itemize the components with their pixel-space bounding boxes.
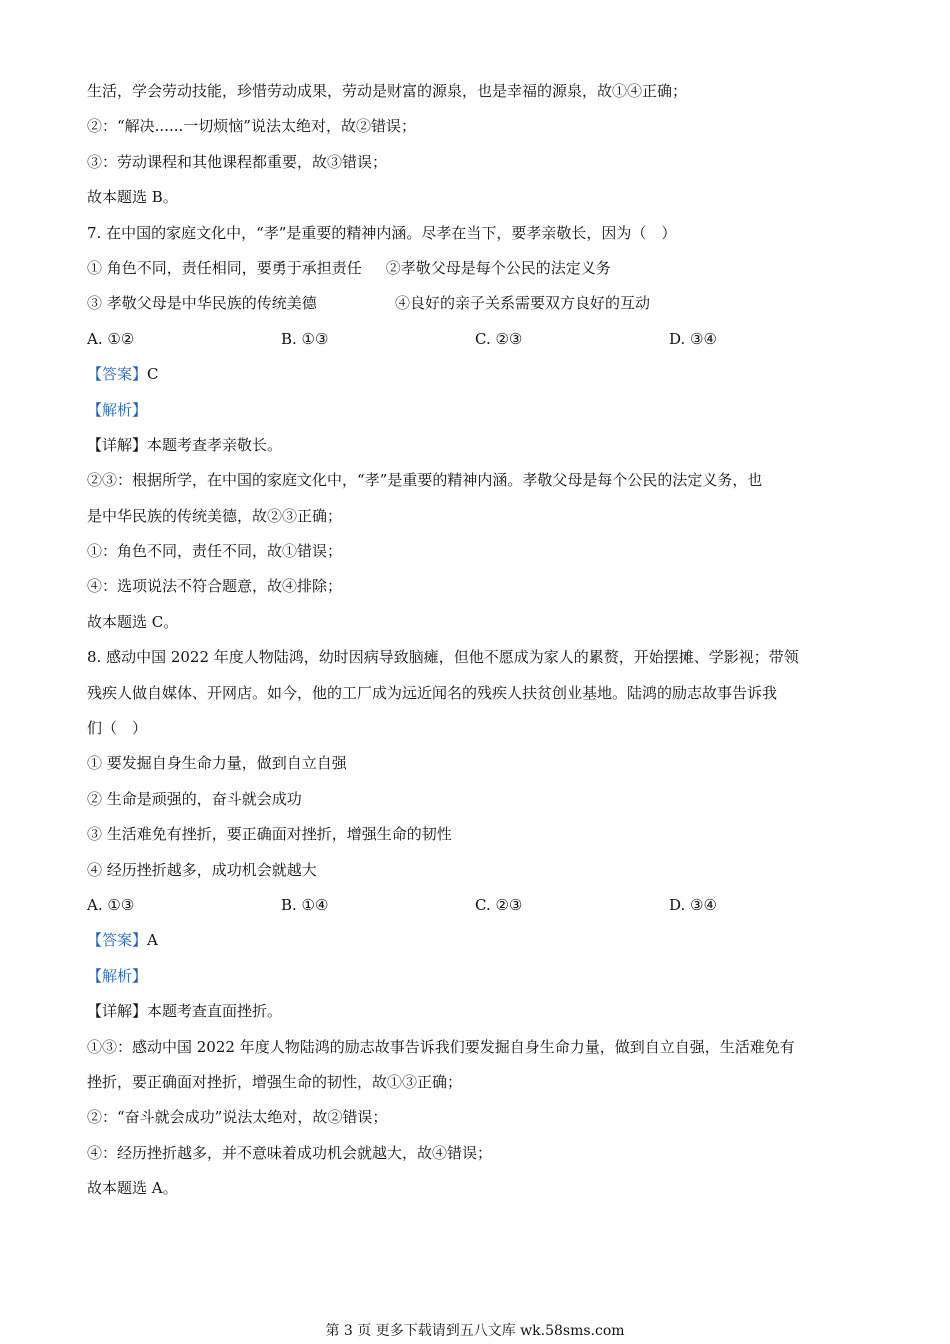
answer-value: A xyxy=(147,931,158,950)
option-d: D. ③④ xyxy=(669,895,717,914)
option-d: D. ③④ xyxy=(669,329,717,348)
analysis-line: ④：选项说法不符合题意，故④排除； xyxy=(87,577,343,596)
statement: ① 要发掘自身生命力量，做到自立自强 xyxy=(87,754,347,773)
answer-tag: 【答案】 xyxy=(87,931,148,950)
question-7-stem: 7. 在中国的家庭文化中，“孝”是重要的精神内涵。尽孝在当下，要孝亲敬长，因为（ ） xyxy=(87,223,677,242)
question-7-answer xyxy=(87,357,877,392)
question-7-statements-row-2 xyxy=(87,286,877,321)
option-a: A. ①③ xyxy=(87,895,135,914)
question-7-options xyxy=(87,322,877,357)
statement: ④ 经历挫折越多，成功机会就越大 xyxy=(87,860,317,879)
analysis-line: 故本题选 A。 xyxy=(87,1179,178,1198)
page-footer: 第 3 页 更多下载请到五八文库 wk.58sms.com xyxy=(325,1323,625,1339)
question-8-analysis-tag: 【解析】 xyxy=(87,966,148,985)
statement: ③ 生活难免有挫折，要正确面对挫折，增强生命的韧性 xyxy=(87,825,452,844)
statement: ② 生命是顽强的，奋斗就会成功 xyxy=(87,789,302,808)
text-line: 故本题选 B。 xyxy=(87,188,178,207)
analysis-line: ②③：根据所学，在中国的家庭文化中，“孝”是重要的精神内涵。孝敬父母是每个公民的法定义务，也 xyxy=(87,471,763,490)
answer-tag: 【答案】 xyxy=(87,365,148,384)
text-line: 生活，学会劳动技能，珍惜劳动成果，劳动是财富的源泉，也是幸福的源泉，故①④正确； xyxy=(87,82,688,100)
question-8-stem: 们（ ） xyxy=(87,719,148,738)
analysis-line: 挫折，要正确面对挫折，增强生命的韧性，故①③正确； xyxy=(87,1072,463,1091)
page-content xyxy=(87,74,877,1207)
analysis-line: ②：“奋斗就会成功”说法太绝对，故②错误； xyxy=(87,1108,388,1127)
statement: ④良好的亲子关系需要双方良好的互动 xyxy=(395,294,651,313)
text-line: ③：劳动课程和其他课程都重要，故③错误； xyxy=(87,152,388,171)
question-8-stem: 8. 感动中国 2022 年度人物陆鸿，幼时因病导致脑瘫，但他不愿成为家人的累赘，开始摆摊、学影视；带领 xyxy=(87,648,799,667)
option-b: B. ①③ xyxy=(281,329,329,348)
option-a: A. ①② xyxy=(87,329,135,348)
option-c: C. ②③ xyxy=(475,329,523,348)
statement: ②孝敬父母是每个公民的法定义务 xyxy=(385,258,611,277)
statement: ① 角色不同，责任相同，要勇于承担责任 xyxy=(87,258,362,277)
statement: ③ 孝敬父母是中华民族的传统美德 xyxy=(87,294,317,313)
option-c: C. ②③ xyxy=(475,895,523,914)
option-b: B. ①④ xyxy=(281,895,329,914)
answer-value: C xyxy=(147,365,159,384)
analysis-line: ①③：感动中国 2022 年度人物陆鸿的励志故事告诉我们要发掘自身生命力量，做到自立自强，生活难免有 xyxy=(87,1037,795,1056)
question-8-answer xyxy=(87,923,877,958)
text-line: ②：“解决......一切烦恼”说法太绝对，故②错误； xyxy=(87,117,416,136)
analysis-line: 故本题选 C。 xyxy=(87,612,179,631)
question-7-statements-row-1 xyxy=(87,251,877,286)
analysis-line: 【详解】本题考查直面挫折。 xyxy=(87,1002,283,1021)
question-8-stem: 残疾人做自媒体、开网店。如今，他的工厂成为远近闻名的残疾人扶贫创业基地。陆鸿的励志故事告诉我 xyxy=(87,683,778,702)
analysis-line: 【详解】本题考查孝亲敬长。 xyxy=(87,435,283,454)
analysis-line: 是中华民族的传统美德，故②③正确； xyxy=(87,506,343,525)
question-8-options xyxy=(87,888,877,923)
analysis-line: ④：经历挫折越多，并不意味着成功机会就越大，故④错误； xyxy=(87,1143,493,1162)
analysis-line: ①：角色不同，责任不同，故①错误； xyxy=(87,542,343,561)
question-7-analysis-tag: 【解析】 xyxy=(87,400,148,419)
